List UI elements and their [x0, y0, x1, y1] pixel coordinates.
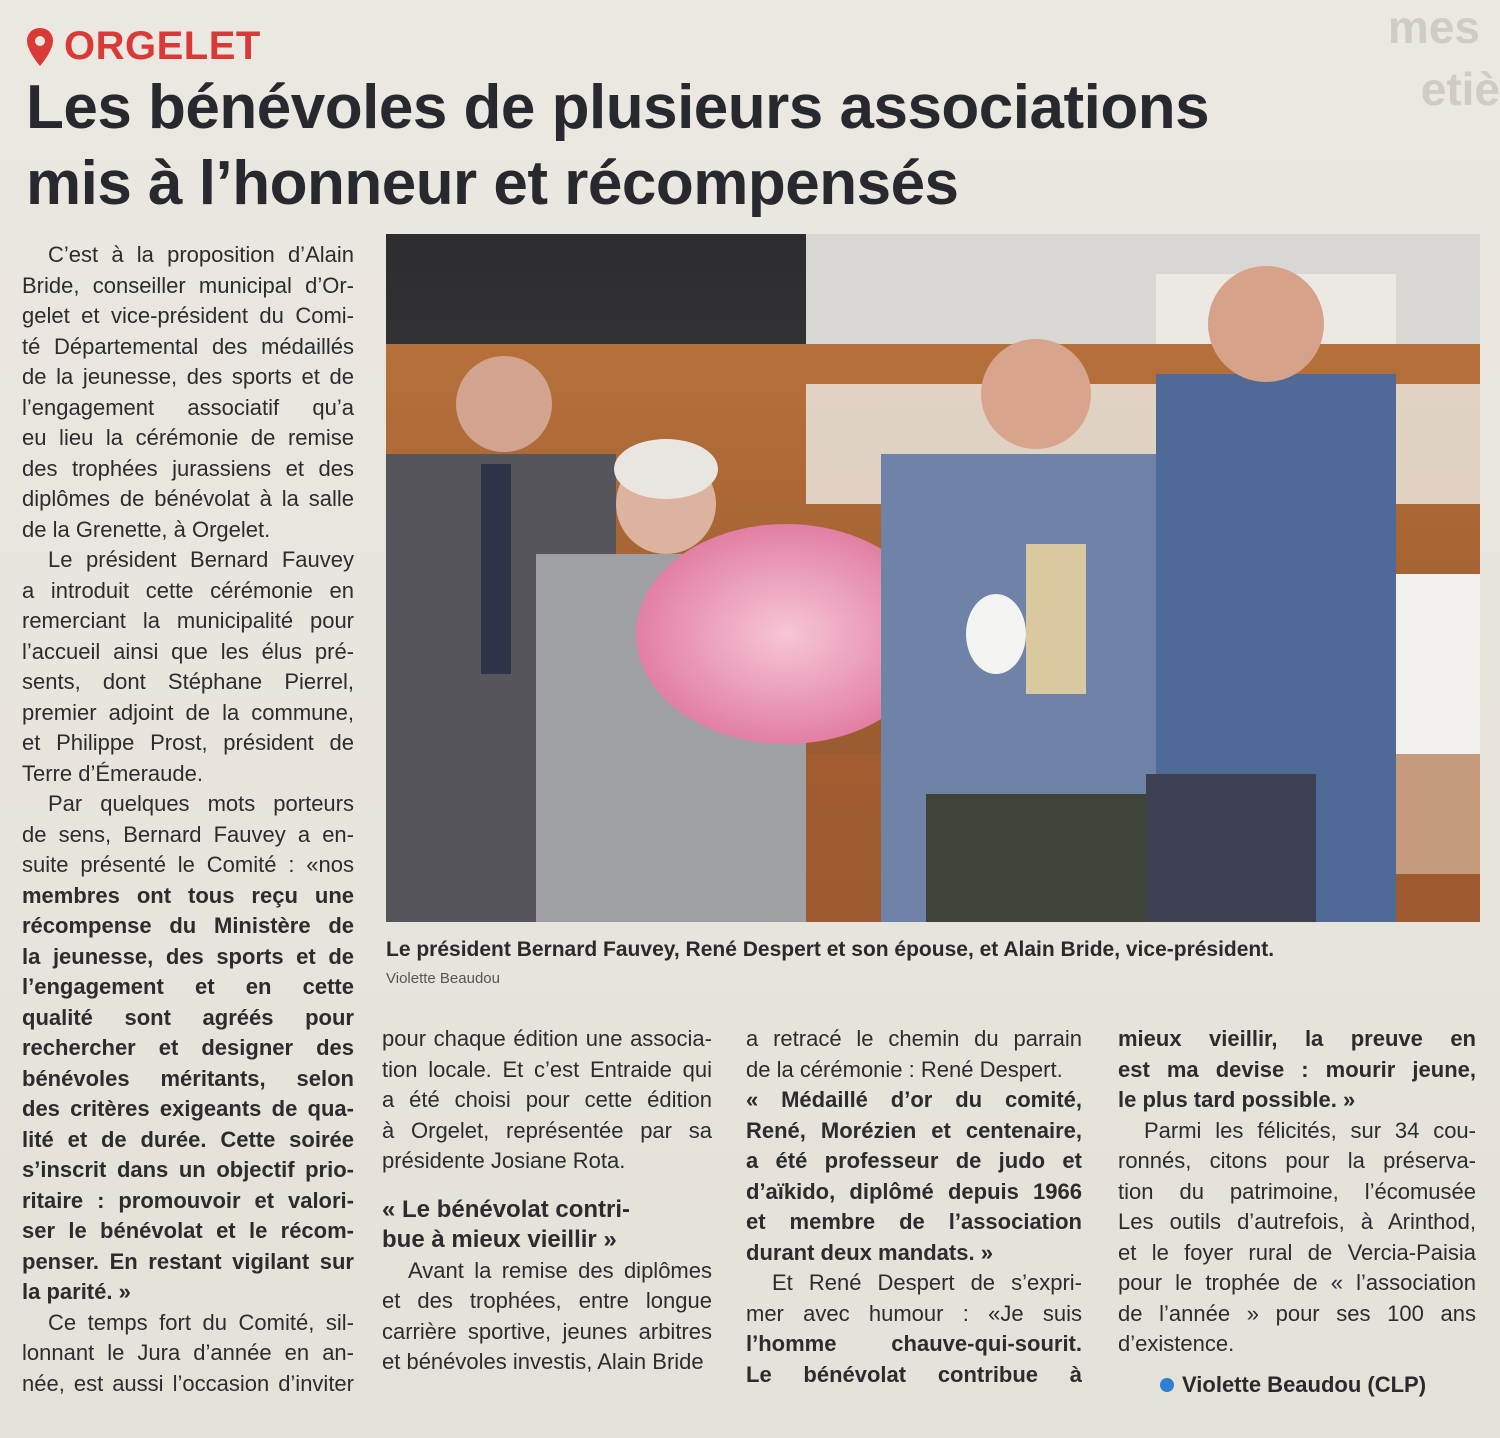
text-line: Avant la remise des diplômes [408, 1257, 712, 1283]
text-line: née, est aussi l’occasion d’inviter [22, 1370, 354, 1396]
headline [26, 70, 1356, 222]
text-line: a été professeur de judo et [746, 1148, 1082, 1173]
text-line: des critères exigeants de qua- [22, 1096, 354, 1121]
text-line: mer avec humour : «Je suis [746, 1300, 1082, 1326]
text-line: Par quelques mots porteurs [48, 791, 354, 816]
text-line: Bride, conseiller municipal d’Or- [22, 272, 354, 298]
article-column-1 [22, 240, 354, 1399]
text-line: Et René Despert de s’expri- [772, 1270, 1082, 1295]
text-line: ritaire : promouvoir et valori- [22, 1187, 354, 1213]
text-line: rechercher et designer des [22, 1035, 354, 1060]
text-line: membres ont tous reçu une [22, 882, 354, 908]
article-column-4 [1118, 1024, 1476, 1360]
subhead-line: bue à mieux vieillir » [382, 1226, 617, 1253]
text-line: « Médaillé d’or du comité, [746, 1087, 1082, 1112]
text-line: le plus tard possible. » [1118, 1087, 1356, 1112]
text-line: l’accueil ainsi que les élus pré- [22, 638, 354, 664]
article-column-3 [746, 1024, 1082, 1390]
text-line: la parité. » [22, 1279, 131, 1304]
text-line: d’existence. [1118, 1331, 1235, 1356]
text-line: Parmi les félicités, sur 34 cou- [1144, 1117, 1476, 1143]
text-line: et Philippe Prost, président de [22, 730, 354, 755]
subhead-line: « Le bénévolat contri- [382, 1195, 631, 1223]
text-line: lonnant le Jura d’année en an- [22, 1340, 354, 1365]
text-line: à Orgelet, représentée par sa [382, 1117, 712, 1143]
text-line: Le bénévolat contribue à [746, 1361, 1082, 1387]
kicker-label: ORGELET [64, 24, 261, 68]
text-line: ser le bénévolat et le récom- [22, 1218, 354, 1243]
bleed-through-text: mes [1387, 1, 1480, 53]
text-line: et des trophées, entre longue [382, 1288, 712, 1313]
text-line: mieux vieillir, la preuve en [1118, 1026, 1476, 1051]
text-line: récompense du Ministère de [22, 913, 354, 938]
article-column-2 [382, 1024, 712, 1378]
headline-line-1: Les bénévoles de plusieurs associations [26, 73, 1210, 142]
text-line: C’est à la proposition d’Alain [48, 242, 354, 267]
bullet-dot-icon [1160, 1378, 1174, 1392]
text-line: de la Grenette, à Orgelet. [22, 516, 271, 542]
text-line: premier adjoint de la commune, [22, 699, 354, 725]
text-line: Ce temps fort du Comité, sil- [48, 1309, 354, 1335]
location-pin-icon [26, 27, 54, 67]
text-line: et bénévoles investis, Alain Bride [382, 1349, 704, 1374]
photo-caption: Le président Bernard Fauvey, René Despert et son épouse, et Alain Bride, vice-président. [386, 938, 1275, 961]
text-line: l’engagement associatif qu’a [22, 394, 354, 420]
text-line: qualité sont agréés pour [22, 1004, 354, 1030]
text-line: des trophées jurassiens et des [22, 455, 354, 481]
text-line: eu lieu la cérémonie de remise [22, 425, 354, 450]
text-line: durant deux mandats. » [746, 1239, 993, 1265]
photo-credit: Violette Beaudou [386, 970, 500, 987]
article-photo [386, 234, 1480, 922]
text-line: de la cérémonie : René Despert. [746, 1056, 1063, 1082]
text-line: a introduit cette cérémonie en [22, 577, 354, 603]
text-line: té Départemental des médaillés [22, 333, 354, 359]
bleed-through-text-2: etiè [1420, 63, 1500, 115]
text-line: tion du patrimoine, l’écomusée [1118, 1178, 1476, 1204]
text-line: l’homme chauve-qui-sourit. [746, 1331, 1082, 1356]
text-line: et membre de l’association [746, 1209, 1082, 1234]
text-line: la jeunesse, des sports et de [22, 943, 354, 969]
text-line: sents, dont Stéphane Pierrel, [22, 669, 354, 694]
text-line: Terre d’Émeraude. [22, 760, 203, 786]
text-line: a été choisi pour cette édition [382, 1087, 712, 1112]
text-line: diplômes de bénévolat à la salle [22, 486, 354, 511]
text-line: remerciant la municipalité pour [22, 608, 354, 633]
text-line: pour le trophée de « l’association [1118, 1270, 1476, 1295]
text-line: de sens, Bernard Fauvey a en- [22, 821, 354, 847]
text-line: d’aïkido, diplômé depuis 1966 [746, 1178, 1082, 1204]
text-line: lité et de durée. Cette soirée [22, 1126, 354, 1152]
text-line: et le foyer rural de Vercia-Paisia [1118, 1239, 1476, 1265]
text-line: l’engagement et en cette [22, 974, 354, 999]
text-line: Le président Bernard Fauvey [48, 547, 354, 572]
text-line: gelet et vice-président du Comi- [22, 303, 354, 328]
text-line: penser. En restant vigilant sur [22, 1248, 354, 1274]
headline-line-2: mis à l’honneur et récompensés [26, 149, 959, 218]
text-line: tion locale. Et c’est Entraide qui [382, 1056, 712, 1082]
text-line: est ma devise : mourir jeune, [1118, 1056, 1476, 1082]
text-line: bénévoles méritants, selon [22, 1065, 354, 1091]
location-kicker [26, 24, 261, 69]
text-line: pour chaque édition une associa- [382, 1026, 712, 1051]
text-line: Les outils d’autrefois, à Arinthod, [1118, 1209, 1476, 1234]
text-line: de l’année » pour ses 100 ans [1118, 1300, 1476, 1326]
text-line: s’inscrit dans un objectif prio- [22, 1157, 354, 1182]
text-line: suite présenté le Comité : «nos [22, 852, 354, 877]
author-signature [1160, 1372, 1426, 1398]
text-line: présidente Josiane Rota. [382, 1148, 626, 1173]
text-line: carrière sportive, jeunes arbitres [382, 1318, 712, 1344]
author-name: Violette Beaudou (CLP) [1182, 1372, 1427, 1397]
text-line: de la jeunesse, des sports et de [22, 364, 354, 389]
text-line: ronnés, citons pour la préserva- [1118, 1148, 1476, 1173]
text-line: René, Morézien et centenaire, [746, 1117, 1082, 1143]
text-line: a retracé le chemin du parrain [746, 1026, 1082, 1051]
